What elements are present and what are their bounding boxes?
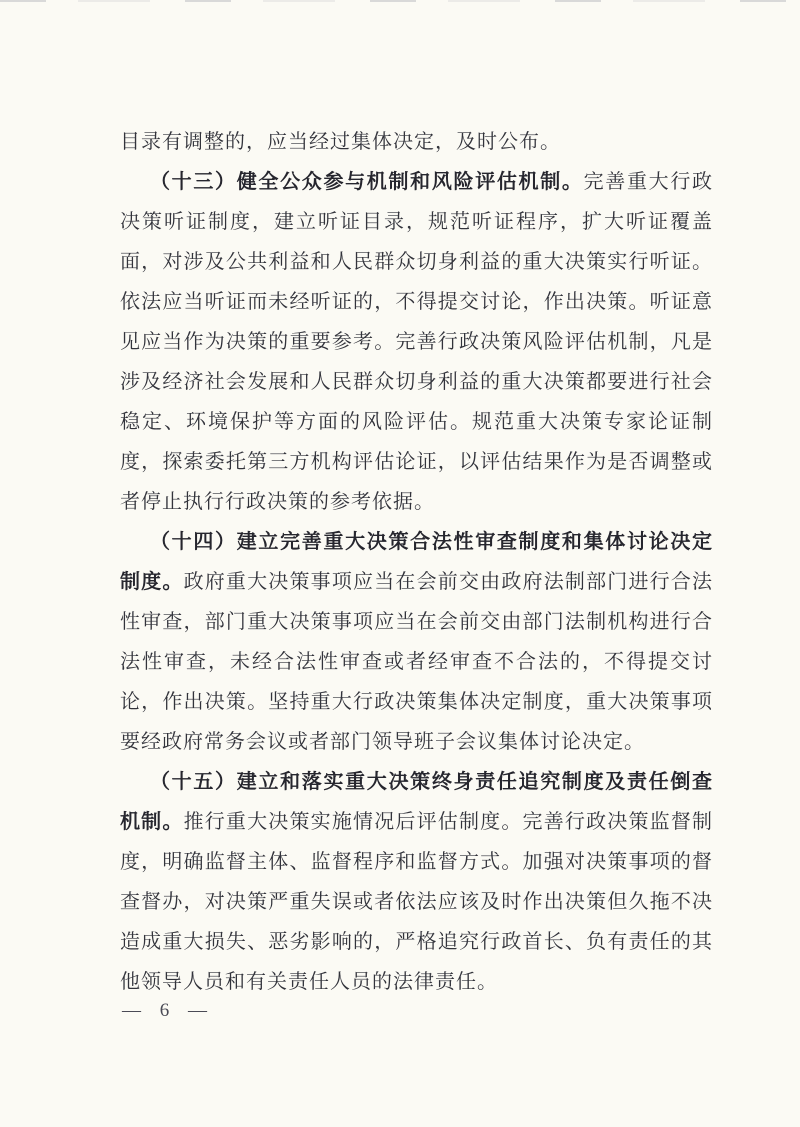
text-segment: 者停止执行行政决策的参考依据。 — [120, 491, 435, 513]
heading-segment: 机制。 — [120, 811, 184, 833]
text-segment: 论，作出决策。坚持重大行政决策集体决定制度，重大决策事项 — [120, 691, 713, 713]
text-segment: 面，对涉及公共利益和人民群众切身利益的重大决策实行听证。 — [120, 251, 713, 273]
heading-segment: （十四）建立完善重大决策合法性审查制度和集体讨论决定 — [150, 531, 713, 553]
text-segment: 完善重大行政 — [583, 171, 714, 193]
text-line — [120, 242, 713, 282]
text-segment: 要经政府常务会议或者部门领导班子会议集体讨论决定。 — [120, 731, 645, 753]
text-line — [120, 522, 713, 562]
text-segment: 推行重大决策实施情况后评估制度。完善行政决策监督制 — [183, 811, 714, 833]
text-segment: 他领导人员和有关责任人员的法律责任。 — [120, 971, 498, 993]
text-line — [120, 362, 713, 402]
text-segment: 决策听证制度，建立听证目录，规范听证程序，扩大听证覆盖 — [120, 211, 713, 233]
text-line — [120, 642, 713, 682]
text-line — [120, 842, 713, 882]
text-segment: 性审查，部门重大决策事项应当在会前交由部门法制机构进行合 — [120, 611, 713, 633]
text-line — [120, 122, 713, 162]
text-line — [120, 562, 713, 602]
text-line — [120, 722, 713, 762]
text-line — [120, 602, 713, 642]
text-line — [120, 202, 713, 242]
text-line — [120, 682, 713, 722]
heading-segment: （十三）健全公众参与机制和风险评估机制。 — [150, 171, 584, 193]
text-segment: 目录有调整的，应当经过集体决定，及时公布。 — [120, 131, 561, 153]
text-segment: 涉及经济社会发展和人民群众切身利益的重大决策都要进行社会 — [120, 371, 713, 393]
text-segment: 依法应当听证而未经听证的，不得提交讨论，作出决策。听证意 — [120, 291, 713, 313]
page-number: — 6 — — [122, 1000, 214, 1021]
text-segment: 见应当作为决策的重要参考。完善行政决策风险评估机制，凡是 — [120, 331, 713, 353]
text-line — [120, 442, 713, 482]
text-line — [120, 402, 713, 442]
text-line — [120, 962, 713, 1002]
text-line — [120, 802, 713, 842]
text-line — [120, 882, 713, 922]
text-line — [120, 762, 713, 802]
text-segment: 政府重大决策事项应当在会前交由政府法制部门进行合法 — [183, 571, 714, 593]
text-segment: 度，明确监督主体、监督程序和监督方式。加强对决策事项的督 — [120, 851, 713, 873]
scan-artifact-line — [0, 0, 800, 2]
heading-segment: （十五）建立和落实重大决策终身责任追究制度及责任倒查 — [150, 771, 713, 793]
text-line — [120, 162, 713, 202]
text-line — [120, 922, 713, 962]
text-line — [120, 282, 713, 322]
document-body — [120, 122, 713, 1002]
text-line — [120, 482, 713, 522]
heading-segment: 制度。 — [120, 571, 184, 593]
text-segment: 造成重大损失、恶劣影响的，严格追究行政首长、负有责任的其 — [120, 931, 713, 953]
text-segment: 度，探索委托第三方机构评估论证，以评估结果作为是否调整或 — [120, 451, 713, 473]
text-segment: 稳定、环境保护等方面的风险评估。规范重大决策专家论证制 — [120, 411, 713, 433]
text-segment: 查督办，对决策严重失误或者依法应该及时作出决策但久拖不决 — [120, 891, 713, 913]
text-segment: 法性审查，未经合法性审查或者经审查不合法的，不得提交讨 — [120, 651, 713, 673]
text-line — [120, 322, 713, 362]
